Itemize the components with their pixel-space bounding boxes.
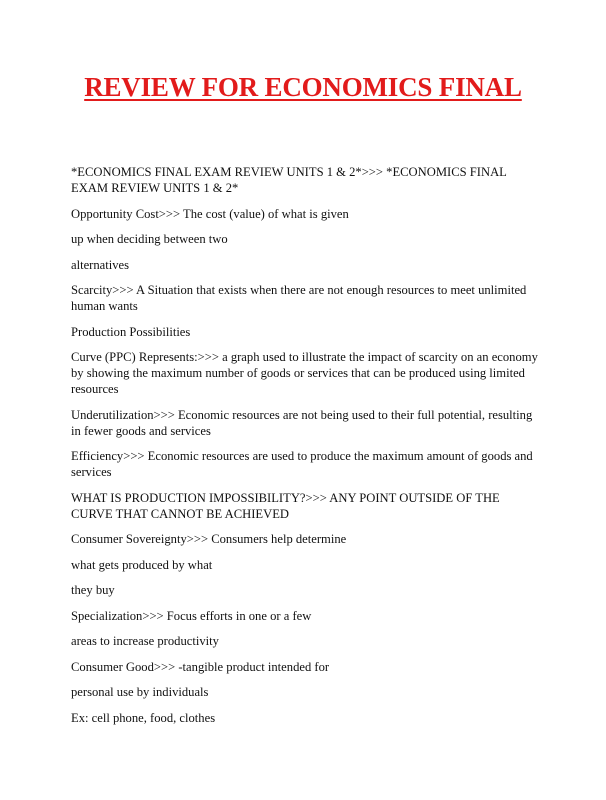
paragraph: Underutilization>>> Economic resources are not being used to their full potential, resulting in fewer goods and services: [71, 407, 533, 438]
document-body: [71, 164, 541, 735]
paragraph: Specialization>>> Focus efforts in one or a few: [71, 608, 312, 623]
paragraph: Consumer Good>>> -tangible product intended for: [71, 659, 330, 674]
document-title: REVIEW FOR ECONOMICS FINAL: [84, 72, 522, 102]
paragraph: areas to increase productivity: [71, 634, 219, 648]
paragraph: alternatives: [71, 257, 130, 272]
paragraph: Efficiency>>> Economic resources are used to produce the maximum amount of goods and services: [71, 449, 533, 479]
paragraph: *ECONOMICS FINAL EXAM REVIEW UNITS 1 & 2*>>> *ECONOMICS FINAL EXAM REVIEW UNITS 1 & 2*: [71, 165, 507, 195]
paragraph: personal use by individuals: [71, 685, 209, 699]
paragraph: Scarcity>>> A Situation that exists when there are not enough resources to meet unlimited human wants: [71, 283, 527, 313]
paragraph: Production Possibilities: [71, 324, 191, 339]
paragraph: Consumer Sovereignty>>> Consumers help determine: [71, 532, 347, 546]
paragraph: WHAT IS PRODUCTION IMPOSSIBILITY?>>> ANY POINT OUTSIDE OF THE CURVE THAT CANNOT BE ACHIEVED: [71, 490, 500, 521]
paragraph: Opportunity Cost>>> The cost (value) of what is given: [71, 206, 349, 221]
paragraph: up when deciding between two: [71, 232, 228, 246]
paragraph: they buy: [71, 583, 115, 597]
paragraph: Curve (PPC) Represents:>>> a graph used to illustrate the impact of scarcity on an economy by showing the maximum number of goods or services that can be produced using limited resources: [71, 350, 538, 396]
paragraph: what gets produced by what: [71, 557, 213, 572]
paragraph: Ex: cell phone, food, clothes: [71, 710, 216, 725]
